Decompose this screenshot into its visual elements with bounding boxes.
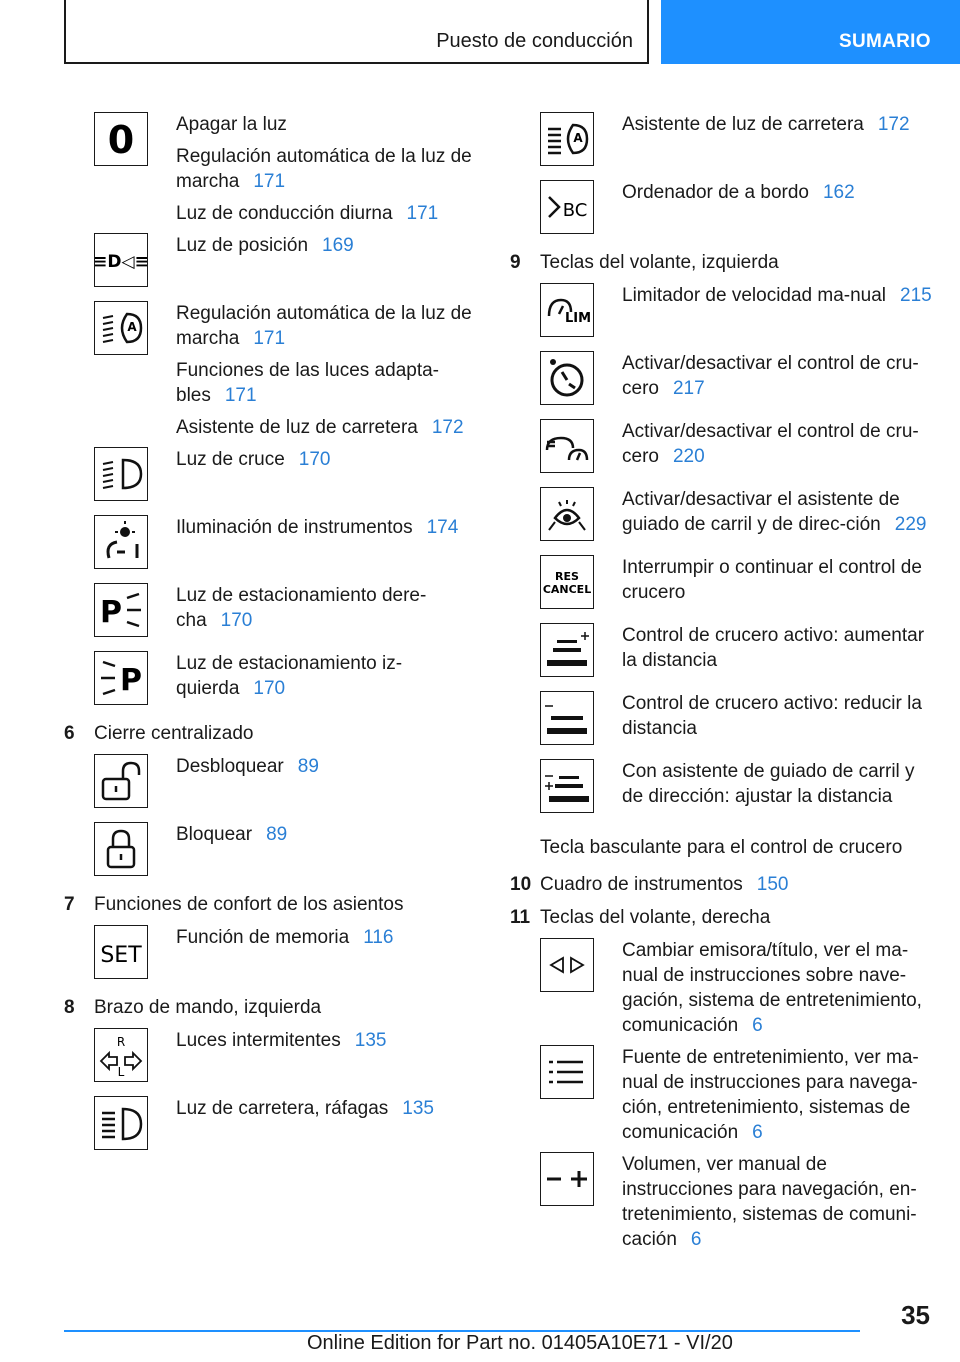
legend-item [510, 555, 940, 623]
legend-item [510, 351, 940, 419]
page-link[interactable]: 171 [253, 328, 286, 349]
section-7-heading: 7 Funciones de confort de los asientos [64, 894, 404, 915]
page-link[interactable]: 6 [752, 1122, 763, 1143]
svg-text:LIM: LIM [564, 311, 592, 326]
page-link[interactable]: 89 [266, 824, 288, 845]
section-10-heading: 10 Cuadro de instrumentos 150 [510, 874, 789, 895]
legend-item [510, 938, 940, 1045]
left-column [64, 112, 484, 1164]
page-link[interactable]: 89 [297, 756, 319, 777]
item-description: Bloquear 89 [176, 824, 288, 845]
legend-item [64, 822, 484, 890]
item-description: Control de crucero activo: aumentar la distancia [622, 625, 925, 671]
page-number: 35 [901, 1300, 930, 1330]
light-off-icon [94, 112, 148, 166]
svg-text:≡D◁≡: ≡D◁≡ [93, 252, 149, 272]
set-memory-icon [94, 925, 148, 979]
item-description: Apagar la luz [176, 114, 287, 135]
page-link[interactable]: 220 [672, 446, 705, 467]
svg-text:P: P [100, 595, 122, 630]
legend-item [510, 180, 940, 248]
legend-item [510, 691, 940, 759]
page-link[interactable]: 171 [406, 203, 439, 224]
item-description: Luz de carretera, ráfagas 135 [176, 1098, 434, 1119]
legend-item [64, 754, 484, 822]
svg-text:A: A [127, 320, 137, 334]
page-link[interactable]: 229 [894, 514, 927, 535]
svg-text:CANCEL: CANCEL [542, 583, 592, 596]
page-link[interactable]: 116 [363, 927, 394, 948]
legend-item [64, 301, 484, 447]
parking-light-icon [94, 233, 148, 287]
page-link[interactable]: 172 [877, 114, 910, 135]
page-link[interactable]: 171 [224, 385, 257, 406]
item-description: Luz de posición 169 [176, 235, 354, 256]
turn-signal-icon [94, 1028, 148, 1082]
item-description: Activar/desactivar el control de cru-cero 220 [622, 421, 919, 467]
section-8-heading: 8 Brazo de mando, izquierda [64, 997, 322, 1018]
section-title: Puesto de conducción [436, 30, 633, 52]
legend-item [510, 487, 940, 555]
section-11-heading: 11 Teclas del volante, derecha [510, 907, 771, 928]
item-description: Activar/desactivar el asistente de guiado de carril y de direc-ción 229 [622, 489, 927, 535]
prev-next-icon [540, 938, 594, 992]
legend-item [510, 1152, 940, 1259]
svg-text:0: 0 [107, 118, 135, 162]
page-link[interactable]: 171 [253, 171, 286, 192]
item-description: Luz de estacionamiento dere-cha 170 [176, 585, 427, 631]
page-link[interactable]: 6 [690, 1229, 702, 1250]
item-description: Interrumpir o continuar el control de crucero [622, 557, 922, 603]
auto-headlight-icon [94, 301, 148, 355]
distance-decrease-icon [540, 691, 594, 745]
distance-adjust-icon [540, 759, 594, 813]
legend-item [64, 925, 484, 993]
parking-light-left-icon [94, 651, 148, 705]
high-beam-assist-icon [540, 112, 594, 166]
footer-edition: Online Edition for Part no. 01405A10E71 - VI/20 [307, 1332, 733, 1354]
item-description: Asistente de luz de carretera 172 [622, 114, 910, 135]
cruise-control-icon [540, 351, 594, 405]
item-description: Control de crucero activo: reducir la distancia [622, 693, 922, 739]
page-link[interactable]: 6 [752, 1015, 763, 1036]
legend-item [64, 515, 484, 583]
page-link[interactable]: 215 [900, 285, 932, 306]
page-link[interactable]: 174 [426, 517, 459, 538]
item-description: Funciones de las luces adapta-bles 171 [176, 360, 439, 406]
legend-item [64, 1028, 484, 1096]
svg-text:BC: BC [562, 200, 588, 221]
legend-item [64, 1096, 484, 1164]
item-description: Cambiar emisora/título, ver el ma-nual de instrucciones sobre nave-gación, sistema de entretenimiento, comunicación 6 [622, 940, 922, 1036]
page-link[interactable]: 169 [322, 235, 354, 256]
page-link[interactable]: 217 [672, 378, 705, 399]
item-description: Luz de estacionamiento iz-quierda 170 [176, 653, 403, 699]
rocker-switch-text: Tecla basculante para el control de crucero [540, 837, 903, 858]
lock-icon [94, 822, 148, 876]
page-link[interactable]: 170 [220, 610, 253, 631]
item-description: Ordenador de a bordo 162 [622, 182, 855, 203]
page-link[interactable]: 150 [756, 874, 789, 895]
board-computer-icon [540, 180, 594, 234]
item-description: Iluminación de instrumentos 174 [176, 517, 459, 538]
page-link[interactable]: 170 [253, 678, 286, 699]
item-description: Luz de cruce 170 [176, 449, 331, 470]
volume-icon [540, 1152, 594, 1206]
header-section-box [64, 0, 649, 64]
right-column [510, 112, 940, 1259]
low-beam-icon [94, 447, 148, 501]
svg-text:L: L [117, 1065, 125, 1079]
page-link[interactable]: 135 [354, 1030, 387, 1051]
item-description: Regulación automática de la luz de marcha 171 [176, 303, 472, 349]
distance-increase-icon [540, 623, 594, 677]
legend-item [510, 283, 940, 351]
legend-item [64, 112, 484, 233]
item-description: Activar/desactivar el control de cru-cero 217 [622, 353, 919, 399]
page-link[interactable]: 135 [402, 1098, 434, 1119]
legend-item [510, 623, 940, 691]
item-description: Con asistente de guiado de carril y de dirección: ajustar la distancia [622, 761, 915, 807]
instrument-lighting-icon [94, 515, 148, 569]
item-description: Asistente de luz de carretera 172 [176, 417, 464, 438]
item-description: Luces intermitentes 135 [176, 1030, 387, 1051]
legend-item [64, 447, 484, 515]
page-link[interactable]: 170 [298, 449, 331, 470]
page-link[interactable]: 162 [822, 182, 855, 203]
legend-item [510, 419, 940, 487]
active-cruise-control-icon [540, 419, 594, 473]
parking-light-right-icon [94, 583, 148, 637]
legend-item [510, 112, 940, 180]
unlock-icon [94, 754, 148, 808]
section-6-heading: 6 Cierre centralizado [64, 723, 254, 744]
item-description: Desbloquear 89 [176, 756, 319, 777]
page-link[interactable]: 172 [431, 417, 464, 438]
list-icon [540, 1045, 594, 1099]
speed-limiter-icon [540, 283, 594, 337]
item-description: Función de memoria 116 [176, 927, 394, 948]
item-description: Limitador de velocidad ma-nual 215 [622, 285, 932, 306]
item-description: Luz de conducción diurna 171 [176, 203, 439, 224]
svg-text:A: A [573, 131, 583, 145]
item-description: Fuente de entretenimiento, ver ma-nual de instrucciones para navega-ción, entretenimiento, sistemas de comunicación 6 [622, 1047, 919, 1143]
sumario-label: SUMARIO [839, 31, 931, 52]
legend-item [510, 1045, 940, 1152]
section-9-heading: 9 Teclas del volante, izquierda [510, 252, 779, 273]
svg-text:RES: RES [555, 570, 579, 583]
legend-item [64, 233, 484, 301]
lane-assist-icon [540, 487, 594, 541]
svg-text:R: R [116, 1035, 126, 1049]
high-beam-icon [94, 1096, 148, 1150]
svg-text:P: P [120, 663, 142, 698]
sumario-button[interactable] [661, 0, 960, 64]
res-cancel-icon [540, 555, 594, 609]
legend-item [510, 759, 940, 827]
svg-text:SET: SET [100, 943, 142, 968]
legend-item [64, 583, 484, 651]
legend-item [64, 651, 484, 719]
item-description: Volumen, ver manual de instrucciones para navegación, en-tretenimiento, sistemas de comuni-cación 6 [622, 1154, 917, 1250]
item-description: Regulación automática de la luz de marcha 171 [176, 146, 472, 192]
